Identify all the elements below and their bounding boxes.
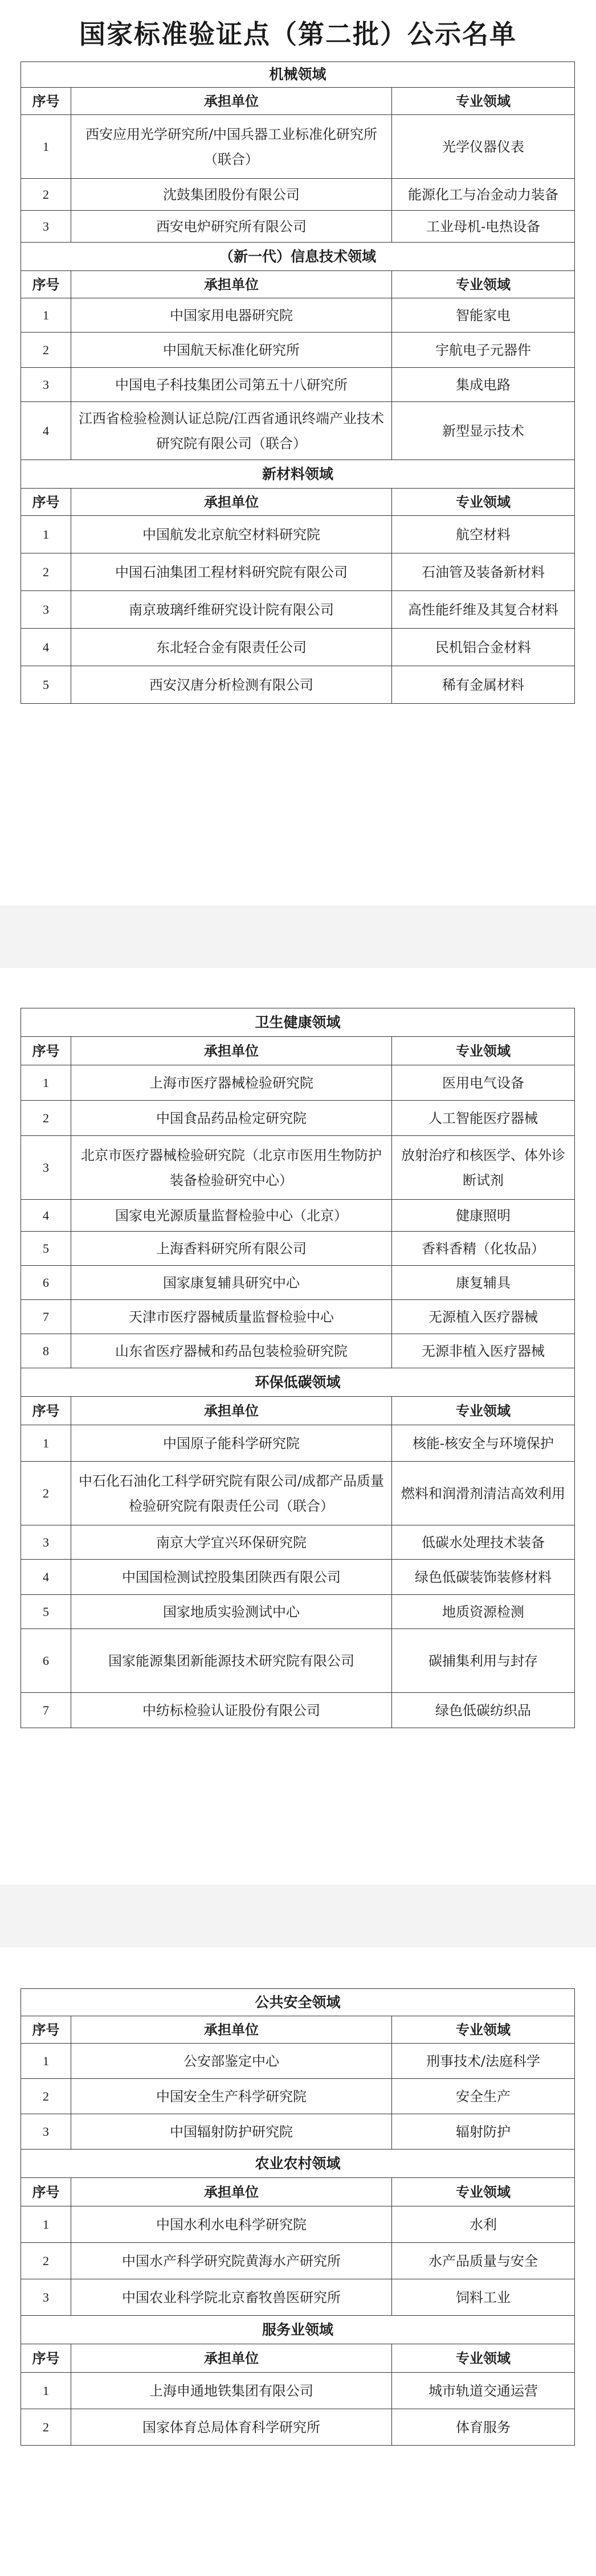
row-no: 1: [21, 2044, 71, 2079]
header-row: [21, 2344, 575, 2373]
table-row: [21, 1136, 575, 1200]
row-no: 2: [21, 333, 71, 368]
section-row: [21, 62, 575, 88]
row-no: 7: [21, 1693, 71, 1728]
row-unit: 西安电炉研究所有限公司: [71, 211, 392, 243]
row-unit: 上海申通地铁集团有限公司: [71, 2373, 392, 2409]
table-row: [21, 333, 575, 368]
table-row: [21, 2206, 575, 2243]
table-row: [21, 1300, 575, 1334]
row-field: 医用电气设备: [392, 1065, 575, 1101]
header-no: 序号: [21, 271, 71, 298]
row-field: 燃料和润滑剂清洁高效利用: [392, 1462, 575, 1525]
header-no: 序号: [21, 88, 71, 115]
table-row: [21, 2243, 575, 2279]
row-unit: 中国石油集团工程材料研究院有限公司: [71, 553, 392, 591]
row-no: 3: [21, 2114, 71, 2150]
table-row: [21, 2373, 575, 2409]
table-row: [21, 516, 575, 553]
table-row: [21, 629, 575, 666]
header-no: 序号: [21, 2344, 71, 2373]
row-no: 1: [21, 1425, 71, 1462]
table-row: [21, 1200, 575, 1232]
table-row: [21, 1525, 575, 1560]
row-field: 低碳水处理技术装备: [392, 1525, 575, 1560]
section-row: [21, 1368, 575, 1397]
row-no: 5: [21, 1595, 71, 1629]
row-no: 5: [21, 666, 71, 704]
row-no: 1: [21, 298, 71, 333]
row-field: 健康照明: [392, 1200, 575, 1232]
header-row: [21, 88, 575, 115]
row-field: 水利: [392, 2206, 575, 2243]
section-row: [21, 1008, 575, 1037]
header-row: [21, 1037, 575, 1065]
row-no: 1: [21, 2373, 71, 2409]
row-no: 6: [21, 1266, 71, 1300]
header-unit: 承担单位: [71, 1037, 392, 1065]
row-unit: 沈鼓集团股份有限公司: [71, 179, 392, 211]
table-row: [21, 1065, 575, 1101]
row-field: 安全生产: [392, 2079, 575, 2114]
table-row: [21, 553, 575, 591]
row-field: 光学仪器仪表: [392, 115, 575, 179]
page-gap: [0, 905, 596, 968]
row-field: 碳捕集利用与封存: [392, 1629, 575, 1693]
table-row: [21, 2079, 575, 2114]
row-unit: 中国原子能科学研究院: [71, 1425, 392, 1462]
table-row: [21, 115, 575, 179]
table-row: [21, 1462, 575, 1525]
table-row: [21, 591, 575, 629]
table-page-1: [21, 61, 575, 704]
table-page-2: [21, 1008, 575, 1728]
row-unit: 国家体育总局体育科学研究所: [71, 2409, 392, 2446]
section-title: 农业农村领域: [21, 2150, 575, 2178]
header-field: 专业领域: [392, 489, 575, 516]
table-row: [21, 1334, 575, 1368]
table-row: [21, 1266, 575, 1300]
row-field: 水产品质量与安全: [392, 2243, 575, 2279]
row-unit: 中国航发北京航空材料研究院: [71, 516, 392, 553]
row-unit: 中石化石油化工科学研究院有限公司/成都产品质量检验研究院有限责任公司（联合）: [71, 1462, 392, 1525]
row-no: 1: [21, 1065, 71, 1101]
row-field: 绿色低碳纺织品: [392, 1693, 575, 1728]
table-row: [21, 2044, 575, 2079]
row-unit: 中国安全生产科学研究院: [71, 2079, 392, 2114]
section-title: 公共安全领域: [21, 1989, 575, 2016]
header-row: [21, 489, 575, 516]
row-unit: 天津市医疗器械质量监督检验中心: [71, 1300, 392, 1334]
row-unit: 南京玻璃纤维研究设计院有限公司: [71, 591, 392, 629]
row-unit: 中国水利水电科学研究院: [71, 2206, 392, 2243]
row-unit: 西安汉唐分析检测有限公司: [71, 666, 392, 704]
page-gap: [0, 1885, 596, 1947]
row-no: 4: [21, 629, 71, 666]
row-field: 稀有金属材料: [392, 666, 575, 704]
table-row: [21, 298, 575, 333]
row-field: 航空材料: [392, 516, 575, 553]
table-row: [21, 1595, 575, 1629]
row-unit: 上海香料研究所有限公司: [71, 1232, 392, 1266]
row-field: 高性能纤维及其复合材料: [392, 591, 575, 629]
row-no: 4: [21, 1560, 71, 1595]
row-unit: 中国电子科技集团公司第五十八研究所: [71, 368, 392, 402]
row-no: 2: [21, 2243, 71, 2279]
row-unit: 中国农业科学院北京畜牧兽医研究所: [71, 2279, 392, 2316]
row-unit: 国家能源集团新能源技术研究院有限公司: [71, 1629, 392, 1693]
section-title: 机械领域: [21, 62, 575, 88]
row-no: 6: [21, 1629, 71, 1693]
table-row: [21, 1693, 575, 1728]
table-row: [21, 1232, 575, 1266]
row-unit: 中国辐射防护研究院: [71, 2114, 392, 2150]
row-field: 辐射防护: [392, 2114, 575, 2150]
row-unit: 国家地质实验测试中心: [71, 1595, 392, 1629]
row-no: 1: [21, 516, 71, 553]
row-field: 新型显示技术: [392, 402, 575, 460]
row-unit: 中国水产科学研究院黄海水产研究所: [71, 2243, 392, 2279]
row-unit: 中国家用电器研究院: [71, 298, 392, 333]
section-row: [21, 2316, 575, 2344]
row-unit: 东北轻合金有限责任公司: [71, 629, 392, 666]
table-row: [21, 179, 575, 211]
row-no: 3: [21, 1136, 71, 1200]
section-title: 环保低碳领域: [21, 1368, 575, 1397]
row-no: 1: [21, 2206, 71, 2243]
table-row: [21, 1425, 575, 1462]
row-field: 智能家电: [392, 298, 575, 333]
row-field: 饲料工业: [392, 2279, 575, 2316]
row-no: 3: [21, 368, 71, 402]
row-field: 刑事技术/法庭科学: [392, 2044, 575, 2079]
row-field: 体育服务: [392, 2409, 575, 2446]
section-row: [21, 2150, 575, 2178]
row-unit: 上海市医疗器械检验研究院: [71, 1065, 392, 1101]
header-field: 专业领域: [392, 2344, 575, 2373]
header-field: 专业领域: [392, 2178, 575, 2206]
section-row: [21, 243, 575, 271]
table-row: [21, 1560, 575, 1595]
table-row: [21, 402, 575, 460]
row-no: 7: [21, 1300, 71, 1334]
section-title: （新一代）信息技术领域: [21, 243, 575, 271]
row-field: 无源非植入医疗器械: [392, 1334, 575, 1368]
header-field: 专业领域: [392, 2016, 575, 2044]
header-field: 专业领域: [392, 271, 575, 298]
row-unit: 北京市医疗器械检验研究院（北京市医用生物防护装备检验研究中心）: [71, 1136, 392, 1200]
table-row: [21, 1101, 575, 1136]
row-no: 2: [21, 2409, 71, 2446]
header-unit: 承担单位: [71, 2016, 392, 2044]
row-field: 康复辅具: [392, 1266, 575, 1300]
section-title: 卫生健康领域: [21, 1008, 575, 1037]
row-field: 能源化工与冶金动力装备: [392, 179, 575, 211]
row-no: 2: [21, 1462, 71, 1525]
row-unit: 国家电光源质量监督检验中心（北京）: [71, 1200, 392, 1232]
section-row: [21, 460, 575, 489]
section-row: [21, 1989, 575, 2016]
row-no: 3: [21, 2279, 71, 2316]
header-field: 专业领域: [392, 88, 575, 115]
row-unit: 西安应用光学研究所/中国兵器工业标准化研究所（联合）: [71, 115, 392, 179]
row-no: 3: [21, 211, 71, 243]
header-unit: 承担单位: [71, 271, 392, 298]
row-field: 人工智能医疗器械: [392, 1101, 575, 1136]
table-row: [21, 2409, 575, 2446]
header-unit: 承担单位: [71, 1397, 392, 1425]
row-no: 2: [21, 1101, 71, 1136]
row-field: 工业母机-电热设备: [392, 211, 575, 243]
row-field: 民机铝合金材料: [392, 629, 575, 666]
row-field: 香料香精（化妆品）: [392, 1232, 575, 1266]
header-unit: 承担单位: [71, 489, 392, 516]
row-no: 3: [21, 591, 71, 629]
row-field: 集成电路: [392, 368, 575, 402]
row-unit: 江西省检验检测认证总院/江西省通讯终端产业技术研究院有限公司（联合）: [71, 402, 392, 460]
row-unit: 中纺标检验认证股份有限公司: [71, 1693, 392, 1728]
row-field: 核能-核安全与环境保护: [392, 1425, 575, 1462]
row-unit: 南京大学宜兴环保研究院: [71, 1525, 392, 1560]
row-field: 放射治疗和核医学、体外诊断试剂: [392, 1136, 575, 1200]
row-field: 城市轨道交通运营: [392, 2373, 575, 2409]
table-row: [21, 2114, 575, 2150]
header-no: 序号: [21, 2016, 71, 2044]
row-field: 地质资源检测: [392, 1595, 575, 1629]
header-row: [21, 2016, 575, 2044]
row-unit: 中国食品药品检定研究院: [71, 1101, 392, 1136]
table-row: [21, 211, 575, 243]
header-no: 序号: [21, 489, 71, 516]
header-no: 序号: [21, 1397, 71, 1425]
table-row: [21, 666, 575, 704]
row-unit: 山东省医疗器械和药品包装检验研究院: [71, 1334, 392, 1368]
row-field: 石油管及装备新材料: [392, 553, 575, 591]
row-no: 8: [21, 1334, 71, 1368]
header-field: 专业领域: [392, 1037, 575, 1065]
row-field: 绿色低碳装饰装修材料: [392, 1560, 575, 1595]
header-row: [21, 2178, 575, 2206]
table-row: [21, 2279, 575, 2316]
header-unit: 承担单位: [71, 2344, 392, 2373]
row-unit: 国家康复辅具研究中心: [71, 1266, 392, 1300]
header-no: 序号: [21, 2178, 71, 2206]
row-no: 5: [21, 1232, 71, 1266]
row-field: 无源植入医疗器械: [392, 1300, 575, 1334]
table-page-3: [21, 1988, 575, 2446]
header-unit: 承担单位: [71, 88, 392, 115]
row-no: 2: [21, 2079, 71, 2114]
header-no: 序号: [21, 1037, 71, 1065]
table-row: [21, 368, 575, 402]
header-row: [21, 271, 575, 298]
header-unit: 承担单位: [71, 2178, 392, 2206]
row-unit: 中国国检测试控股集团陕西有限公司: [71, 1560, 392, 1595]
row-no: 2: [21, 553, 71, 591]
row-no: 2: [21, 179, 71, 211]
section-title: 服务业领域: [21, 2316, 575, 2344]
row-unit: 公安部鉴定中心: [71, 2044, 392, 2079]
row-no: 4: [21, 402, 71, 460]
row-field: 宇航电子元器件: [392, 333, 575, 368]
header-field: 专业领域: [392, 1397, 575, 1425]
table-row: [21, 1629, 575, 1693]
row-no: 1: [21, 115, 71, 179]
section-title: 新材料领域: [21, 460, 575, 489]
row-no: 4: [21, 1200, 71, 1232]
row-no: 3: [21, 1525, 71, 1560]
header-row: [21, 1397, 575, 1425]
page-title: 国家标准验证点（第二批）公示名单: [79, 19, 517, 50]
row-unit: 中国航天标准化研究所: [71, 333, 392, 368]
